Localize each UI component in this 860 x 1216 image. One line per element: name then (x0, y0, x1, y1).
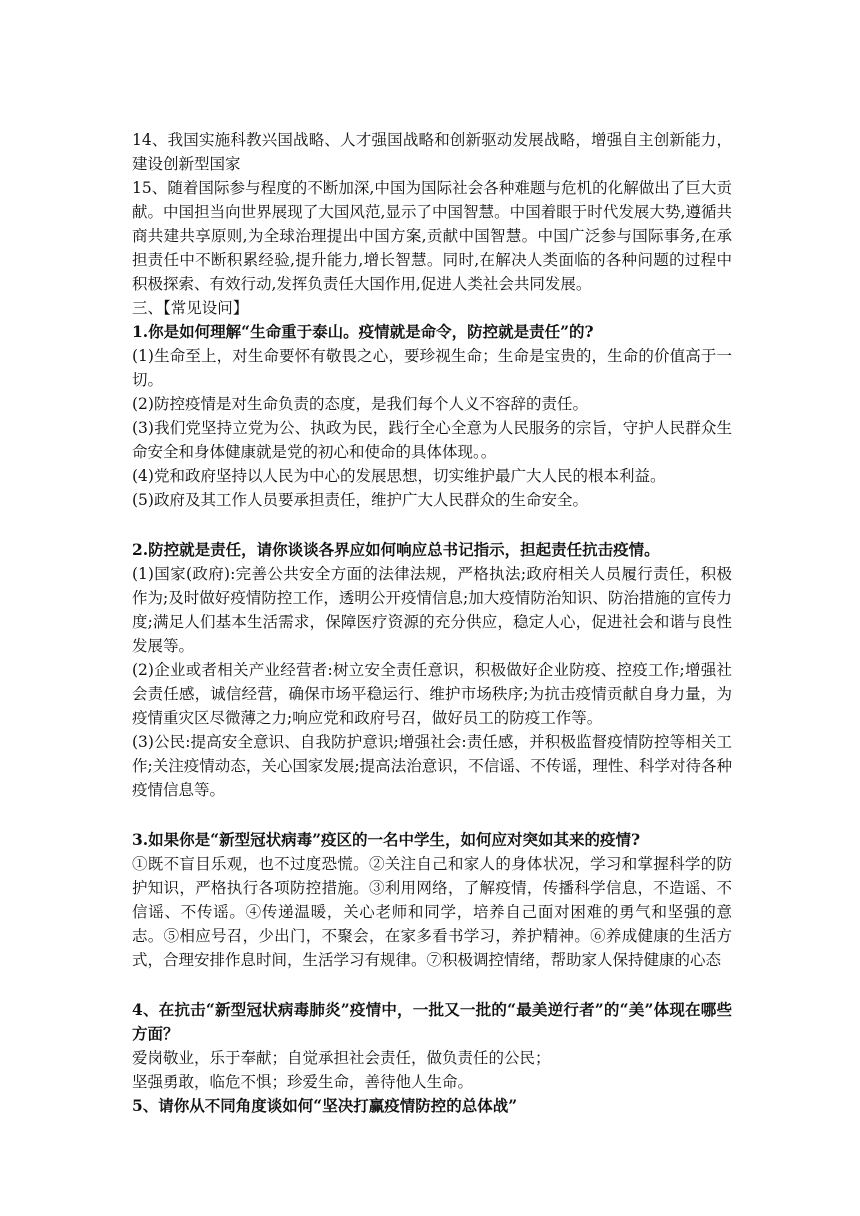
question-4-title: 4、在抗击“新型冠状病毒肺炎”疫情中，一批又一批的“最美逆行者”的“美”体现在哪些方面？ (132, 1000, 732, 1043)
spacer (132, 802, 732, 828)
question-1-answer-5: (5)政府及其工作人员要承担责任，维护广大人民群众的生命安全。 (132, 491, 588, 509)
section-heading: 三、【常见设问】 (132, 299, 249, 317)
document-page (132, 128, 732, 1118)
question-2-answer-1: (1)国家(政府):完善公共安全方面的法律法规，严格执法;政府相关人员履行责任，积极作为;及时做好疫情防控工作，透明公开疫情信息;加大疫情防治知识、防治措施的宣传力度;满足人们基本生活需求，保障医疗资源的充分供应，稳定人心，促进社会和谐与良性发展等。 (132, 565, 732, 655)
spacer (132, 512, 732, 538)
question-4-answer-1: 爱岗敬业，乐于奉献；自觉承担社会责任，做负责任的公民； (132, 1049, 551, 1067)
item-15-paragraph: 15、随着国际参与程度的不断加深,中国为国际社会各种难题与危机的化解做出了巨大贡献。中国担当向世界展现了大国风范,显示了中国智慧。中国着眼于时代发展大势,遵循共商共建共享原则,为全球治理提出中国方案,贡献中国智慧。中国广泛参与国际事务,在承担责任中不断积累经验,提升能力,增长智慧。同时,在解决人类面临的各种问题的过程中积极探索、有效行动,发挥负责任大国作用,促进人类社会共同发展。 (132, 179, 732, 293)
question-3-title: 3.如果你是“新型冠状病毒”疫区的一名中学生，如何应对突如其来的疫情? (132, 830, 641, 849)
question-1-answer-3: (3)我们党坚持立党为公、执政为民，践行全心全意为人民服务的宗旨，守护人民群众生命安全和身体健康就是党的初心和使命的具体体现。。 (132, 419, 732, 461)
question-1-answer-2: (2)防控疫情是对生命负责的态度，是我们每个人义不容辞的责任。 (132, 395, 588, 413)
question-5-title: 5、请你从不同角度谈如何“坚决打赢疫情防控的总体战” (132, 1096, 518, 1115)
question-1-answer-4: (4)党和政府坚持以人民为中心的发展思想，切实维护最广大人民的根本利益。 (132, 467, 666, 485)
question-4-answer-2: 坚强勇敢，临危不惧；珍爱生命，善待他人生命。 (132, 1073, 474, 1091)
question-3-answer: ①既不盲目乐观，也不过度恐慌。②关注自己和家人的身体状况，学习和掌握科学的防护知识，严格执行各项防控措施。③利用网络，了解疫情，传播科学信息，不造谣、不信谣、不传谣。④传递温暖，关心老师和同学，培养自己面对困难的勇气和坚强的意志。⑤相应号召，少出门，不聚会，在家多看书学习，养护精神。⑥养成健康的生活方式，合理安排作息时间，生活学习有规律。⑦积极调控情绪，帮助家人保持健康的心态 (132, 855, 732, 969)
question-1-title: 1.你是如何理解“生命重于泰山。疫情就是命令，防控就是责任”的? (132, 322, 594, 341)
question-2-answer-2: (2)企业或者相关产业经营者:树立安全责任意识，积极做好企业防疫、控疫工作;增强社会责任感，诚信经营，确保市场平稳运行、维护市场秩序;为抗击疫情贡献自身力量，为疫情重灾区尽微薄之力;响应党和政府号召，做好员工的防疫工作等。 (132, 661, 732, 727)
item-14-paragraph: 14、我国实施科教兴国战略、人才强国战略和创新驱动发展战略，增强自主创新能力，建设创新型国家 (132, 131, 732, 173)
question-2-answer-3: (3)公民:提高安全意识、自我防护意识;增强社会:责任感，并积极监督疫情防控等相关工作;关注疫情动态，关心国家发展;提高法治意识，不信谣、不传谣，理性、科学对待各种疫情信息等。 (132, 733, 732, 799)
question-1-answer-1: (1)生命至上，对生命要怀有敬畏之心，要珍视生命；生命是宝贵的，生命的价值高于一切。 (132, 347, 732, 389)
spacer (132, 972, 732, 998)
question-2-title: 2.防控就是责任，请你谈谈各界应如何响应总书记指示，担起责任抗击疫情。 (132, 540, 660, 559)
